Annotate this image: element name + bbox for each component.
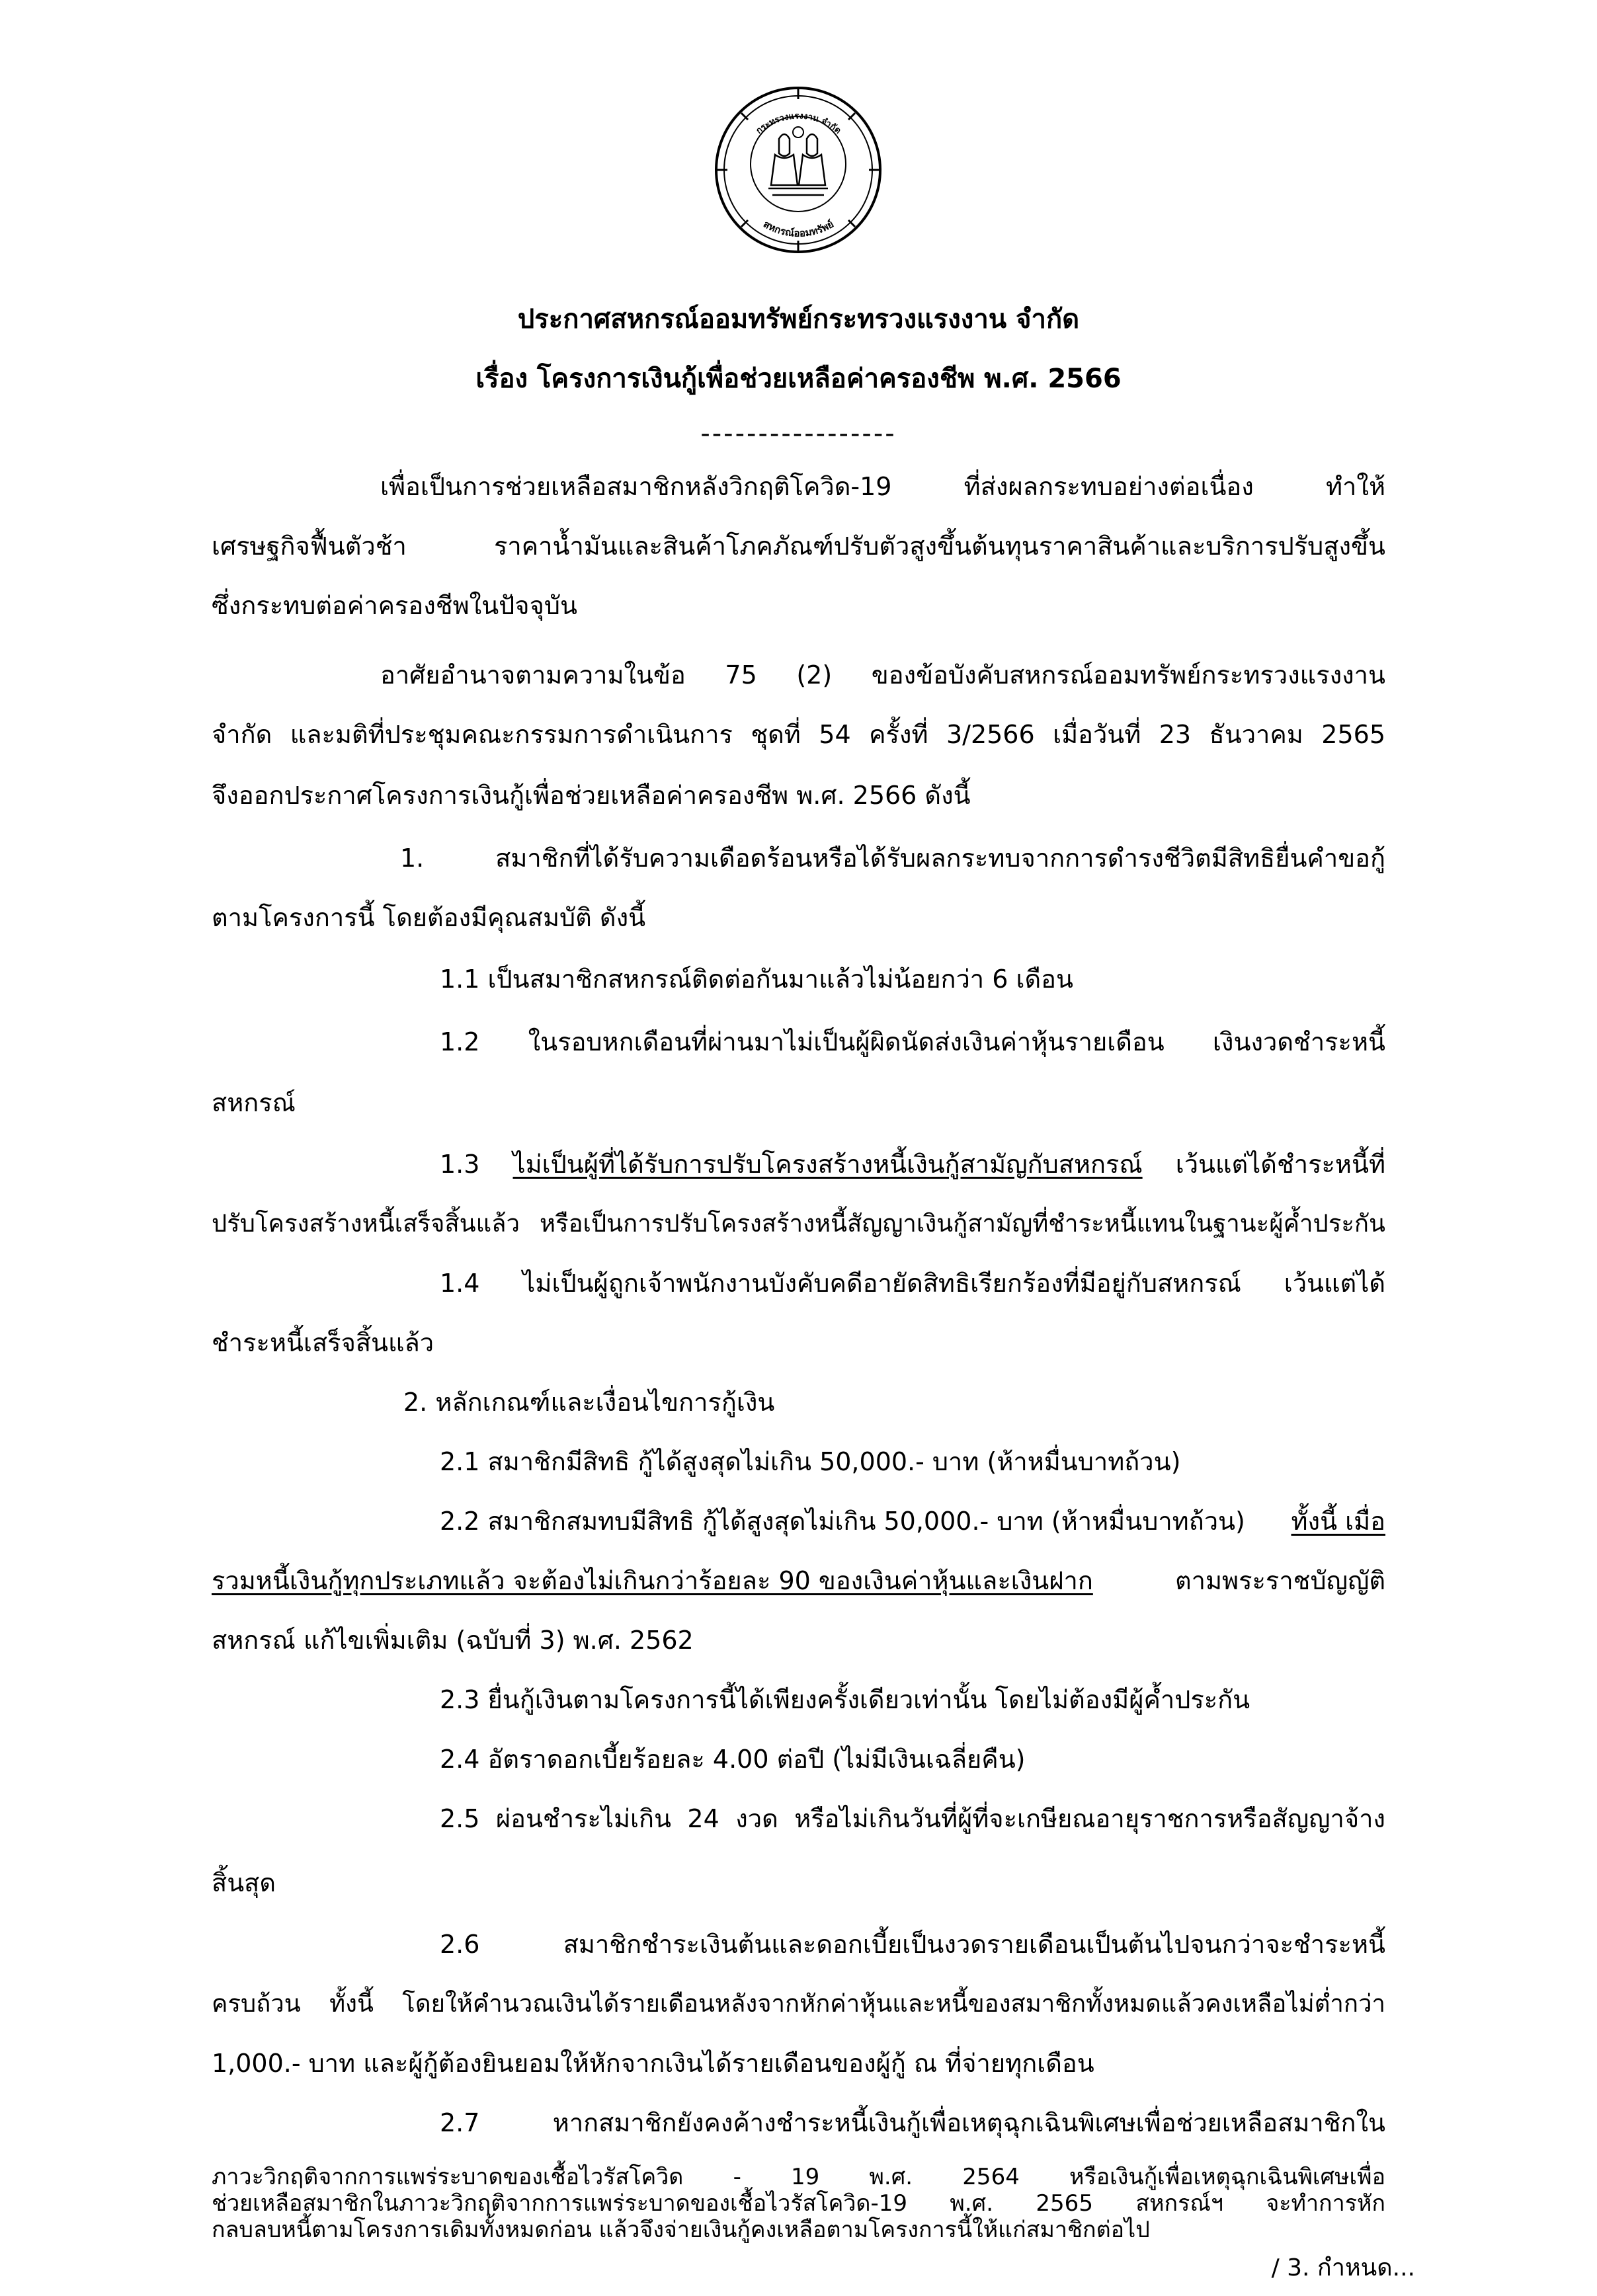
paragraph-line: ซึ่งกระทบต่อค่าครองชีพในปัจจุบัน (212, 591, 577, 620)
clause-2-1: 2.1 สมาชิกมีสิทธิ กู้ได้สูงสุดไม่เกิน 50,000.- บาท (ห้าหมื่นบาทถ้วน) (440, 1447, 1181, 1476)
clause-number: 1.3 (440, 1150, 480, 1179)
clause-1-1: 1.1 เป็นสมาชิกสหกรณ์ติดต่อกันมาแล้วไม่น้อยกว่า 6 เดือน (440, 965, 1073, 994)
paragraph-line: สิ้นสุด (212, 1868, 276, 1897)
announcement-title: ประกาศสหกรณ์ออมทรัพย์กระทรวงแรงงาน จำกัด (517, 304, 1080, 335)
underlined-text: รวมหนี้เงินกู้ทุกประเภทแล้ว จะต้องไม่เกินกว่าร้อยละ 90 ของเงินค่าหุ้นและเงินฝาก (212, 1566, 1093, 1595)
underlined-text: ทั้งนี้ เมื่อ (1291, 1507, 1385, 1536)
clause-1-3 (440, 1146, 1385, 1183)
clause-2-7: 2.7 หากสมาชิกยังคงค้างชำระหนี้เงินกู้เพื่อเหตุฉุกเฉินพิเศษเพื่อช่วยเหลือสมาชิกใน (440, 2108, 1385, 2137)
paragraph-line: ครบถ้วน ทั้งนี้ โดยให้คำนวณเงินได้รายเดือนหลังจากหักค่าหุ้นและหนี้ของสมาชิกทั้งหมดแล้วคงเหลือไม่ต่ำกว่า (212, 1989, 1385, 2018)
clause-1-2: 1.2 ในรอบหกเดือนที่ผ่านมาไม่เป็นผู้ผิดนัดส่งเงินค่าหุ้นรายเดือน เงินงวดชำระหนี้ (440, 1027, 1385, 1056)
paragraph-line: อาศัยอำนาจตามความในข้อ 75 (2) ของข้อบังคับสหกรณ์ออมทรัพย์กระทรวงแรงงาน (380, 660, 1385, 690)
svg-text:กระทรวงแรงงาน จำกัด (755, 111, 843, 136)
cooperative-seal-logo (714, 86, 883, 255)
paragraph-line: ปรับโครงสร้างหนี้เสร็จสิ้นแล้ว หรือเป็นการปรับโครงสร้างหนี้สัญญาเงินกู้สามัญที่ชำระหนี้แทนในฐานะผู้ค้ำประกัน (212, 1209, 1385, 1238)
paragraph-line: ตามโครงการนี้ โดยต้องมีคุณสมบัติ ดังนี้ (212, 903, 646, 932)
page-continuation-marker: / 3. กำหนด... (1271, 2254, 1415, 2281)
clause-text: 2.2 สมาชิกสมทบมีสิทธิ กู้ได้สูงสุดไม่เกิน 50,000.- บาท (ห้าหมื่นบาทถ้วน) (440, 1507, 1245, 1536)
seal-text: สหกรณ์ออมทรัพย์ (761, 218, 836, 239)
paragraph-line: 1,000.- บาท และผู้กู้ต้องยินยอมให้หักจากเงินได้รายเดือนของผู้กู้ ณ ที่จ่ายทุกเดือน (212, 2049, 1094, 2078)
paragraph-line: กลบลบหนี้ตามโครงการเดิมทั้งหมดก่อน แล้วจึงจ่ายเงินกู้คงเหลือตามโครงการนี้ให้แก่สมาชิกต่อไป (212, 2217, 1150, 2243)
paragraph-line: ช่วยเหลือสมาชิกในภาวะวิกฤติจากการแพร่ระบาดของเชื้อไวรัสโควิด-19 พ.ศ. 2565 สหกรณ์ฯ จะทำการหัก (212, 2190, 1385, 2217)
section-1-heading: 1. สมาชิกที่ได้รับความเดือดร้อนหรือได้รับผลกระทบจากการดำรงชีวิตมีสิทธิยื่นคำขอกู้ (400, 844, 1385, 873)
announcement-subject: เรื่อง โครงการเงินกู้เพื่อช่วยเหลือค่าครองชีพ พ.ศ. 2566 (475, 364, 1122, 394)
section-2-heading: 2. หลักเกณฑ์และเงื่อนไขการกู้เงิน (403, 1388, 775, 1417)
clause-2-2 (440, 1503, 1385, 1540)
clause-text: ตามพระราชบัญญัติ (1174, 1566, 1385, 1595)
paragraph-line: จำกัด และมติที่ประชุมคณะกรรมการดำเนินการ ชุดที่ 54 ครั้งที่ 3/2566 เมื่อวันที่ 23 ธันวาคม 2565 (212, 720, 1385, 749)
clause-2-5: 2.5 ผ่อนชำระไม่เกิน 24 งวด หรือไม่เกินวันที่ผู้ที่จะเกษียณอายุราชการหรือสัญญาจ้าง (440, 1804, 1385, 1833)
underlined-text: ไม่เป็นผู้ที่ได้รับการปรับโครงสร้างหนี้เงินกู้สามัญกับสหกรณ์ (512, 1150, 1143, 1179)
svg-text:สหกรณ์ออมทรัพย์ (761, 218, 836, 239)
clause-2-6: 2.6 สมาชิกชำระเงินต้นและดอกเบี้ยเป็นงวดรายเดือนเป็นต้นไปจนกว่าจะชำระหนี้ (440, 1930, 1385, 1959)
clause-2-4: 2.4 อัตราดอกเบี้ยร้อยละ 4.00 ต่อปี (ไม่มีเงินเฉลี่ยคืน) (440, 1745, 1026, 1774)
paragraph-line: สหกรณ์ แก้ไขเพิ่มเติม (ฉบับที่ 3) พ.ศ. 2562 (212, 1626, 694, 1655)
paragraph-line (212, 1562, 1385, 1599)
paragraph-line: เพื่อเป็นการช่วยเหลือสมาชิกหลังวิกฤติโควิด-19 ที่ส่งผลกระทบอย่างต่อเนื่อง ทำให้ (380, 472, 1385, 501)
title-divider: ----------------- (700, 418, 897, 449)
paragraph-line: ภาวะวิกฤติจากการแพร่ระบาดของเชื้อไวรัสโควิด - 19 พ.ศ. 2564 หรือเงินกู้เพื่อเหตุฉุกเฉินพิเศษเพื่อ (212, 2164, 1385, 2190)
seal-text-2: กระทรวงแรงงาน จำกัด (754, 111, 843, 136)
paragraph-line: ชำระหนี้เสร็จสิ้นแล้ว (212, 1328, 434, 1357)
clause-text: เว้นแต่ได้ชำระหนี้ที่ (1175, 1150, 1385, 1179)
paragraph-line: จึงออกประกาศโครงการเงินกู้เพื่อช่วยเหลือค่าครองชีพ พ.ศ. 2566 ดังนี้ (212, 781, 971, 810)
clause-2-3: 2.3 ยื่นกู้เงินตามโครงการนี้ได้เพียงครั้งเดียวเท่านั้น โดยไม่ต้องมีผู้ค้ำประกัน (440, 1685, 1250, 1714)
paragraph-line: เศรษฐกิจฟื้นตัวช้า ราคาน้ำมันและสินค้าโภคภัณฑ์ปรับตัวสูงขึ้นต้นทุนราคาสินค้าและบริการปรับสูงขึ้น (212, 532, 1385, 561)
paragraph-line: สหกรณ์ (212, 1088, 296, 1117)
clause-1-4: 1.4 ไม่เป็นผู้ถูกเจ้าพนักงานบังคับคดีอายัดสิทธิเรียกร้องที่มีอยู่กับสหกรณ์ เว้นแต่ได้ (440, 1269, 1385, 1298)
